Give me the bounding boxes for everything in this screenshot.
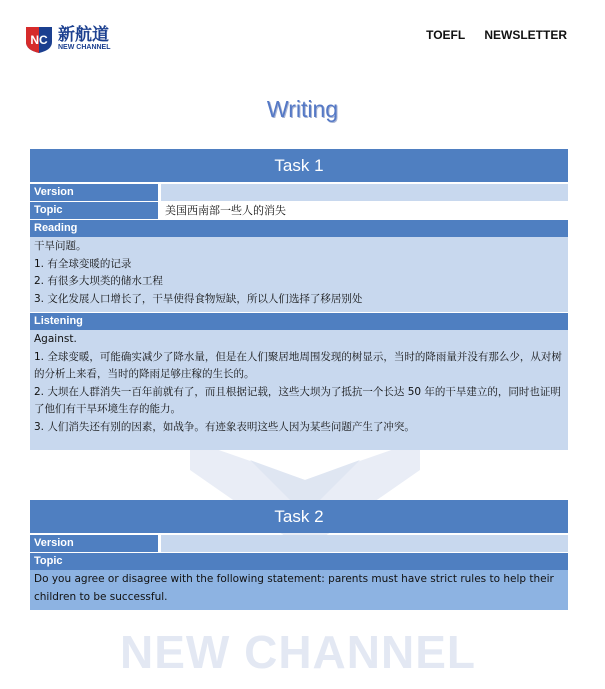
reading-line: 1. 有全球变暖的记录 <box>34 257 132 270</box>
header-toefl: TOEFL <box>426 28 465 42</box>
task-1-topic-row <box>30 202 568 219</box>
logo-en: NEW CHANNEL <box>58 44 111 51</box>
topic-label: Topic <box>30 202 158 219</box>
task-2-panel <box>30 500 568 610</box>
task-1-title: Task 1 <box>30 149 568 182</box>
task-2-version-row <box>30 535 568 552</box>
task-2-topic-text: Do you agree or disagree with the following statement: parents must have strict rules to help their children to be successful. <box>34 573 554 603</box>
listening-line: Against. <box>34 333 77 345</box>
logo-cn: 新航道 <box>58 25 109 45</box>
listening-line: 1. 全球变暖，可能确实减少了降水量，但是在人们聚居地周围发现的树显示，当时的降雨量并没有那么少，从对树的分析上来看，当时的降雨足够庄稼的生长的。 <box>34 350 562 380</box>
reading-line: 3. 文化发展人口增长了，干旱使得食物短缺，所以人们选择了移居别处 <box>34 292 363 305</box>
listening-line: 2. 大坝在人群消失一百年前就有了，而且根据记载，这些大坝为了抵抗一个长达 50 年的干旱建立的，同时也证明了他们有干旱环境生存的能力。 <box>34 385 561 415</box>
version-label: Version <box>30 535 158 552</box>
listening-line: 3. 人们消失还有别的因素，如战争。有迹象表明这些人因为某些问题产生了冲突。 <box>34 420 415 433</box>
header-newsletter: NEWSLETTER <box>484 28 567 42</box>
task-2-topic-content <box>30 570 568 610</box>
task-1-version-row <box>30 184 568 201</box>
reading-line: 2. 有很多大坝类的储水工程 <box>34 275 163 287</box>
reading-header: Reading <box>30 220 568 237</box>
listening-content <box>30 330 568 450</box>
version-value <box>161 184 568 201</box>
topic-value: 美国西南部一些人的消失 <box>161 202 568 219</box>
reading-content <box>30 237 568 312</box>
header-title <box>426 28 567 42</box>
brand-logo <box>24 24 111 54</box>
reading-line: 干旱问题。 <box>34 240 87 252</box>
version-value <box>161 535 568 552</box>
version-label: Version <box>30 184 158 201</box>
nc-shield-icon <box>24 24 54 54</box>
listening-header: Listening <box>30 313 568 330</box>
task-2-topic-header: Topic <box>30 553 568 570</box>
task-1-panel <box>30 149 568 450</box>
section-title: Writing <box>266 96 339 122</box>
watermark-text: NEW CHANNEL <box>120 626 476 678</box>
svg-text:NC: NC <box>30 33 48 47</box>
task-2-title: Task 2 <box>30 500 568 533</box>
